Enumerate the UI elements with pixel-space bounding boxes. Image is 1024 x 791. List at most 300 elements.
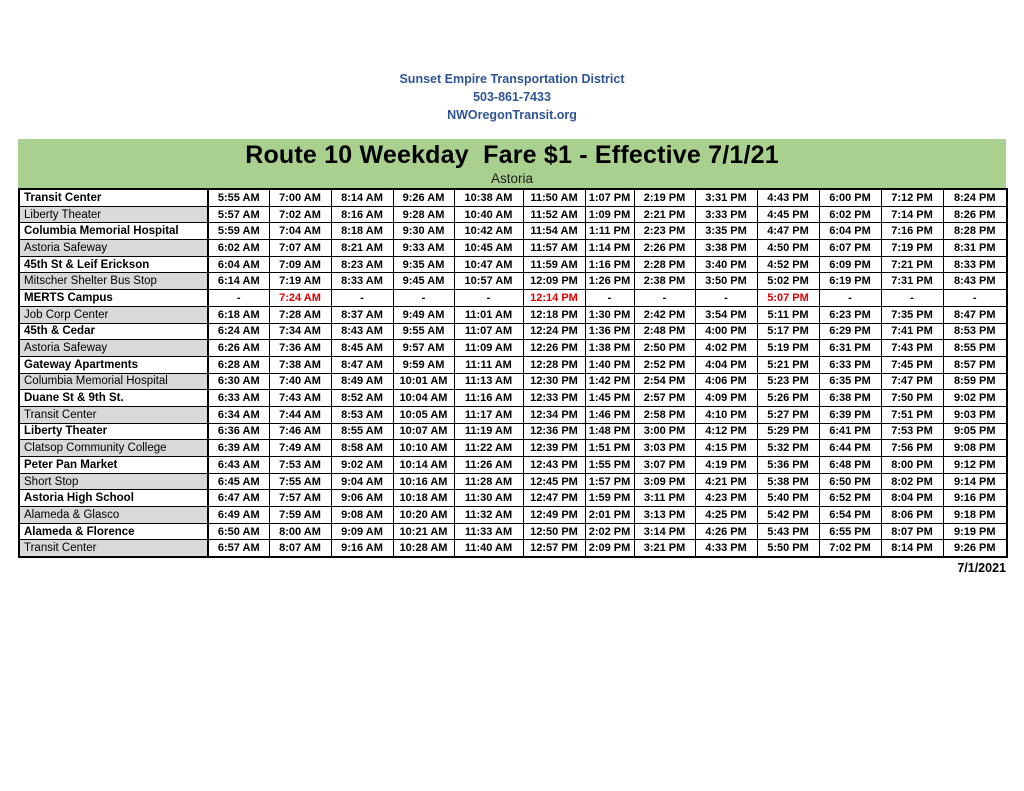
time-cell: 4:04 PM (695, 356, 757, 373)
time-cell: 6:41 PM (819, 423, 881, 440)
time-cell: 12:39 PM (523, 440, 585, 457)
time-cell: 2:48 PM (634, 323, 695, 340)
time-cell: 10:42 AM (454, 223, 523, 240)
agency-name: Sunset Empire Transportation District (399, 72, 625, 86)
time-cell: 12:26 PM (523, 340, 585, 357)
time-cell: 8:28 PM (943, 223, 1007, 240)
agency-contact-block (0, 0, 1024, 124)
time-cell: 9:19 PM (943, 523, 1007, 540)
time-cell: 7:57 AM (269, 490, 331, 507)
time-cell: 2:28 PM (634, 256, 695, 273)
time-cell: 11:13 AM (454, 373, 523, 390)
time-cell: 6:50 AM (208, 523, 269, 540)
time-cell: - (943, 290, 1007, 307)
time-cell: 7:34 AM (269, 323, 331, 340)
time-cell: 9:02 PM (943, 390, 1007, 407)
schedule-row (19, 290, 1007, 307)
time-cell: 11:28 AM (454, 473, 523, 490)
time-cell: 12:47 PM (523, 490, 585, 507)
time-cell: 8:55 AM (331, 423, 393, 440)
time-cell: 9:26 PM (943, 540, 1007, 557)
time-cell: 7:35 PM (881, 306, 943, 323)
schedule-row (19, 523, 1007, 540)
time-cell: 5:59 AM (208, 223, 269, 240)
schedule-row (19, 457, 1007, 474)
time-cell: 6:02 PM (819, 206, 881, 223)
time-cell: 7:53 PM (881, 423, 943, 440)
time-cell: 11:17 AM (454, 406, 523, 423)
stop-name-cell: Peter Pan Market (19, 457, 208, 474)
time-cell: 10:38 AM (454, 189, 523, 206)
time-cell: 11:22 AM (454, 440, 523, 457)
time-cell: 8:52 AM (331, 390, 393, 407)
time-cell: 11:07 AM (454, 323, 523, 340)
time-cell: 9:30 AM (393, 223, 454, 240)
time-cell: 6:39 PM (819, 406, 881, 423)
stop-name-cell: Short Stop (19, 473, 208, 490)
stop-name-cell: Transit Center (19, 189, 208, 206)
time-cell: 9:08 PM (943, 440, 1007, 457)
time-cell: 7:36 AM (269, 340, 331, 357)
stop-name-cell: Alameda & Glasco (19, 507, 208, 524)
time-cell: - (208, 290, 269, 307)
time-cell: 2:42 PM (634, 306, 695, 323)
time-cell: 7:50 PM (881, 390, 943, 407)
time-cell: 9:16 AM (331, 540, 393, 557)
time-cell: 7:19 PM (881, 240, 943, 257)
time-cell: 4:47 PM (757, 223, 819, 240)
time-cell: - (454, 290, 523, 307)
time-cell: 12:36 PM (523, 423, 585, 440)
schedule-row (19, 490, 1007, 507)
time-cell: 11:52 AM (523, 206, 585, 223)
time-cell: 8:02 PM (881, 473, 943, 490)
time-cell: 9:59 AM (393, 356, 454, 373)
time-cell: 2:50 PM (634, 340, 695, 357)
time-cell: 6:57 AM (208, 540, 269, 557)
time-cell: 7:55 AM (269, 473, 331, 490)
time-cell: 7:56 PM (881, 440, 943, 457)
stop-name-cell: Gateway Apartments (19, 356, 208, 373)
time-cell: 9:16 PM (943, 490, 1007, 507)
time-cell: 5:23 PM (757, 373, 819, 390)
time-cell: 3:38 PM (695, 240, 757, 257)
time-cell: 8:53 PM (943, 323, 1007, 340)
time-cell: 5:17 PM (757, 323, 819, 340)
time-cell: 4:19 PM (695, 457, 757, 474)
time-cell: 11:33 AM (454, 523, 523, 540)
time-cell: 7:46 AM (269, 423, 331, 440)
time-cell: 9:12 PM (943, 457, 1007, 474)
time-cell: 7:45 PM (881, 356, 943, 373)
time-cell: - (634, 290, 695, 307)
time-cell: 11:01 AM (454, 306, 523, 323)
time-cell: 11:30 AM (454, 490, 523, 507)
time-cell: 8:43 PM (943, 273, 1007, 290)
time-cell: 6:23 PM (819, 306, 881, 323)
time-cell: 3:07 PM (634, 457, 695, 474)
time-cell: 3:50 PM (695, 273, 757, 290)
schedule-row (19, 356, 1007, 373)
time-cell: 9:49 AM (393, 306, 454, 323)
time-cell: 8:24 PM (943, 189, 1007, 206)
time-cell: 7:02 PM (819, 540, 881, 557)
time-cell: 6:54 PM (819, 507, 881, 524)
time-cell: 6:43 AM (208, 457, 269, 474)
time-cell: 11:57 AM (523, 240, 585, 257)
time-cell: 1:11 PM (585, 223, 634, 240)
time-cell: 3:00 PM (634, 423, 695, 440)
time-cell: 8:07 AM (269, 540, 331, 557)
time-cell: 7:16 PM (881, 223, 943, 240)
time-cell: 1:51 PM (585, 440, 634, 457)
schedule-row (19, 440, 1007, 457)
time-cell: 7:51 PM (881, 406, 943, 423)
schedule-row (19, 473, 1007, 490)
time-cell: 6:09 PM (819, 256, 881, 273)
route-title: Route 10 Weekday Fare $1 - Effective 7/1/21 (245, 141, 779, 169)
time-cell: 1:07 PM (585, 189, 634, 206)
time-cell: 6:07 PM (819, 240, 881, 257)
time-cell: 5:43 PM (757, 523, 819, 540)
time-cell: 2:58 PM (634, 406, 695, 423)
time-cell: 8:14 PM (881, 540, 943, 557)
time-cell: 5:36 PM (757, 457, 819, 474)
time-cell: 8:47 PM (943, 306, 1007, 323)
time-cell: 9:18 PM (943, 507, 1007, 524)
time-cell: 4:25 PM (695, 507, 757, 524)
agency-phone: 503-861-7433 (473, 90, 551, 105)
time-cell: 12:30 PM (523, 373, 585, 390)
time-cell: 7:43 AM (269, 390, 331, 407)
stop-name-cell: Job Corp Center (19, 306, 208, 323)
time-cell: 10:47 AM (454, 256, 523, 273)
time-cell: 10:01 AM (393, 373, 454, 390)
time-cell: 5:40 PM (757, 490, 819, 507)
time-cell: 12:33 PM (523, 390, 585, 407)
time-cell: - (695, 290, 757, 307)
time-cell: 9:57 AM (393, 340, 454, 357)
stop-name-cell: Astoria Safeway (19, 340, 208, 357)
time-cell: 1:26 PM (585, 273, 634, 290)
time-cell: 6:33 PM (819, 356, 881, 373)
time-cell: 8:33 AM (331, 273, 393, 290)
time-cell: 2:01 PM (585, 507, 634, 524)
time-cell: 8:58 AM (331, 440, 393, 457)
time-cell: 5:32 PM (757, 440, 819, 457)
time-cell: 5:19 PM (757, 340, 819, 357)
time-cell: 7:44 AM (269, 406, 331, 423)
time-cell: 6:39 AM (208, 440, 269, 457)
time-cell: 6:44 PM (819, 440, 881, 457)
time-cell: 5:07 PM (757, 290, 819, 307)
schedule-row (19, 373, 1007, 390)
time-cell: 7:53 AM (269, 457, 331, 474)
time-cell: 5:42 PM (757, 507, 819, 524)
time-cell: 1:40 PM (585, 356, 634, 373)
time-cell: 7:41 PM (881, 323, 943, 340)
stop-name-cell: Mitscher Shelter Bus Stop (19, 273, 208, 290)
time-cell: - (393, 290, 454, 307)
time-cell: 5:29 PM (757, 423, 819, 440)
time-cell: 7:04 AM (269, 223, 331, 240)
time-cell: 9:06 AM (331, 490, 393, 507)
time-cell: 9:02 AM (331, 457, 393, 474)
time-cell: 12:09 PM (523, 273, 585, 290)
time-cell: 6:31 PM (819, 340, 881, 357)
time-cell: 6:45 AM (208, 473, 269, 490)
time-cell: 2:26 PM (634, 240, 695, 257)
time-cell: 4:45 PM (757, 206, 819, 223)
agency-website: NWOregonTransit.org (447, 108, 577, 123)
time-cell: 6:19 PM (819, 273, 881, 290)
schedule-row (19, 306, 1007, 323)
time-cell: 10:20 AM (393, 507, 454, 524)
time-cell: 12:49 PM (523, 507, 585, 524)
time-cell: 1:57 PM (585, 473, 634, 490)
schedule-row (19, 323, 1007, 340)
time-cell: 3:35 PM (695, 223, 757, 240)
time-cell: 6:55 PM (819, 523, 881, 540)
time-cell: 9:09 AM (331, 523, 393, 540)
time-cell: 11:19 AM (454, 423, 523, 440)
time-cell: 6:52 PM (819, 490, 881, 507)
time-cell: 5:50 PM (757, 540, 819, 557)
time-cell: 2:19 PM (634, 189, 695, 206)
time-cell: 5:38 PM (757, 473, 819, 490)
time-cell: 5:55 AM (208, 189, 269, 206)
time-cell: - (881, 290, 943, 307)
time-cell: 8:14 AM (331, 189, 393, 206)
time-cell: 1:45 PM (585, 390, 634, 407)
time-cell: 3:11 PM (634, 490, 695, 507)
schedule-row (19, 540, 1007, 557)
time-cell: 8:00 AM (269, 523, 331, 540)
time-cell: 7:59 AM (269, 507, 331, 524)
time-cell: 8:47 AM (331, 356, 393, 373)
time-cell: 12:28 PM (523, 356, 585, 373)
time-cell: 10:10 AM (393, 440, 454, 457)
stop-name-cell: Liberty Theater (19, 423, 208, 440)
time-cell: 11:59 AM (523, 256, 585, 273)
time-cell: 11:32 AM (454, 507, 523, 524)
time-cell: 12:18 PM (523, 306, 585, 323)
time-cell: 7:19 AM (269, 273, 331, 290)
time-cell: 11:40 AM (454, 540, 523, 557)
time-cell: 3:33 PM (695, 206, 757, 223)
time-cell: 4:33 PM (695, 540, 757, 557)
time-cell: 6:04 PM (819, 223, 881, 240)
time-cell: 7:38 AM (269, 356, 331, 373)
time-cell: 6:48 PM (819, 457, 881, 474)
time-cell: 4:10 PM (695, 406, 757, 423)
time-cell: 1:14 PM (585, 240, 634, 257)
time-cell: 7:49 AM (269, 440, 331, 457)
time-cell: 1:30 PM (585, 306, 634, 323)
time-cell: 8:43 AM (331, 323, 393, 340)
time-cell: 6:34 AM (208, 406, 269, 423)
time-cell: 3:13 PM (634, 507, 695, 524)
stop-name-cell: Alameda & Florence (19, 523, 208, 540)
time-cell: 10:07 AM (393, 423, 454, 440)
time-cell: 3:21 PM (634, 540, 695, 557)
time-cell: - (819, 290, 881, 307)
time-cell: 4:52 PM (757, 256, 819, 273)
time-cell: 2:52 PM (634, 356, 695, 373)
time-cell: 6:49 AM (208, 507, 269, 524)
stop-name-cell: Columbia Memorial Hospital (19, 373, 208, 390)
route-banner (18, 139, 1006, 188)
time-cell: 6:38 PM (819, 390, 881, 407)
time-cell: 10:16 AM (393, 473, 454, 490)
time-cell: 10:57 AM (454, 273, 523, 290)
time-cell: 8:33 PM (943, 256, 1007, 273)
time-cell: 7:40 AM (269, 373, 331, 390)
schedule-row (19, 340, 1007, 357)
time-cell: 4:26 PM (695, 523, 757, 540)
time-cell: 4:15 PM (695, 440, 757, 457)
time-cell: 3:09 PM (634, 473, 695, 490)
time-cell: 9:26 AM (393, 189, 454, 206)
time-cell: 8:23 AM (331, 256, 393, 273)
time-cell: 8:00 PM (881, 457, 943, 474)
time-cell: 1:55 PM (585, 457, 634, 474)
time-cell: 5:21 PM (757, 356, 819, 373)
time-cell: 6:24 AM (208, 323, 269, 340)
schedule-row (19, 206, 1007, 223)
time-cell: 6:14 AM (208, 273, 269, 290)
time-cell: 1:36 PM (585, 323, 634, 340)
time-cell: 9:05 PM (943, 423, 1007, 440)
time-cell: 1:59 PM (585, 490, 634, 507)
schedule-row (19, 189, 1007, 206)
time-cell: 9:55 AM (393, 323, 454, 340)
time-cell: 6:28 AM (208, 356, 269, 373)
time-cell: 7:09 AM (269, 256, 331, 273)
time-cell: 3:54 PM (695, 306, 757, 323)
time-cell: 2:02 PM (585, 523, 634, 540)
time-cell: 4:43 PM (757, 189, 819, 206)
time-cell: 8:16 AM (331, 206, 393, 223)
time-cell: 11:16 AM (454, 390, 523, 407)
time-cell: 6:35 PM (819, 373, 881, 390)
time-cell: 11:54 AM (523, 223, 585, 240)
stop-name-cell: Duane St & 9th St. (19, 390, 208, 407)
stop-name-cell: Liberty Theater (19, 206, 208, 223)
stop-name-cell: MERTS Campus (19, 290, 208, 307)
time-cell: 7:24 AM (269, 290, 331, 307)
time-cell: 4:21 PM (695, 473, 757, 490)
time-cell: 8:55 PM (943, 340, 1007, 357)
time-cell: 2:09 PM (585, 540, 634, 557)
time-cell: 10:14 AM (393, 457, 454, 474)
time-cell: 10:05 AM (393, 406, 454, 423)
schedule-table (18, 188, 1008, 558)
time-cell: 6:18 AM (208, 306, 269, 323)
time-cell: 6:26 AM (208, 340, 269, 357)
time-cell: 8:31 PM (943, 240, 1007, 257)
time-cell: 2:54 PM (634, 373, 695, 390)
time-cell: 5:11 PM (757, 306, 819, 323)
time-cell: 1:48 PM (585, 423, 634, 440)
time-cell: 8:49 AM (331, 373, 393, 390)
time-cell: 10:28 AM (393, 540, 454, 557)
time-cell: - (331, 290, 393, 307)
schedule-row (19, 406, 1007, 423)
time-cell: 6:30 AM (208, 373, 269, 390)
time-cell: 9:45 AM (393, 273, 454, 290)
time-cell: 12:57 PM (523, 540, 585, 557)
schedule-row (19, 256, 1007, 273)
time-cell: 10:18 AM (393, 490, 454, 507)
time-cell: 5:26 PM (757, 390, 819, 407)
time-cell: 7:43 PM (881, 340, 943, 357)
effective-date: 7/1/2021 (957, 561, 1006, 576)
time-cell: 11:26 AM (454, 457, 523, 474)
stop-name-cell: 45th & Cedar (19, 323, 208, 340)
time-cell: 9:14 PM (943, 473, 1007, 490)
time-cell: 1:46 PM (585, 406, 634, 423)
time-cell: 2:57 PM (634, 390, 695, 407)
time-cell: 11:09 AM (454, 340, 523, 357)
time-cell: 8:45 AM (331, 340, 393, 357)
time-cell: 7:00 AM (269, 189, 331, 206)
stop-name-cell: Transit Center (19, 540, 208, 557)
time-cell: 7:07 AM (269, 240, 331, 257)
time-cell: 8:57 PM (943, 356, 1007, 373)
schedule-row (19, 390, 1007, 407)
time-cell: - (585, 290, 634, 307)
stop-name-cell: Clatsop Community College (19, 440, 208, 457)
time-cell: 8:59 PM (943, 373, 1007, 390)
time-cell: 9:04 AM (331, 473, 393, 490)
time-cell: 6:04 AM (208, 256, 269, 273)
time-cell: 7:02 AM (269, 206, 331, 223)
time-cell: 9:28 AM (393, 206, 454, 223)
time-cell: 10:04 AM (393, 390, 454, 407)
time-cell: 4:23 PM (695, 490, 757, 507)
route-city: Astoria (490, 171, 534, 186)
time-cell: 7:21 PM (881, 256, 943, 273)
time-cell: 12:45 PM (523, 473, 585, 490)
time-cell: 4:50 PM (757, 240, 819, 257)
time-cell: 12:34 PM (523, 406, 585, 423)
time-cell: 9:33 AM (393, 240, 454, 257)
schedule-row (19, 223, 1007, 240)
time-cell: 12:50 PM (523, 523, 585, 540)
time-cell: 4:00 PM (695, 323, 757, 340)
time-cell: 4:09 PM (695, 390, 757, 407)
time-cell: 2:38 PM (634, 273, 695, 290)
time-cell: 11:50 AM (523, 189, 585, 206)
time-cell: 7:47 PM (881, 373, 943, 390)
time-cell: 8:37 AM (331, 306, 393, 323)
time-cell: 6:00 PM (819, 189, 881, 206)
time-cell: 1:42 PM (585, 373, 634, 390)
time-cell: 9:03 PM (943, 406, 1007, 423)
schedule-sheet (18, 139, 1006, 575)
time-cell: 7:12 PM (881, 189, 943, 206)
time-cell: 8:18 AM (331, 223, 393, 240)
time-cell: 8:21 AM (331, 240, 393, 257)
time-cell: 3:31 PM (695, 189, 757, 206)
time-cell: 5:02 PM (757, 273, 819, 290)
time-cell: 2:21 PM (634, 206, 695, 223)
time-cell: 4:12 PM (695, 423, 757, 440)
time-cell: 6:33 AM (208, 390, 269, 407)
stop-name-cell: 45th St & Leif Erickson (19, 256, 208, 273)
time-cell: 7:14 PM (881, 206, 943, 223)
